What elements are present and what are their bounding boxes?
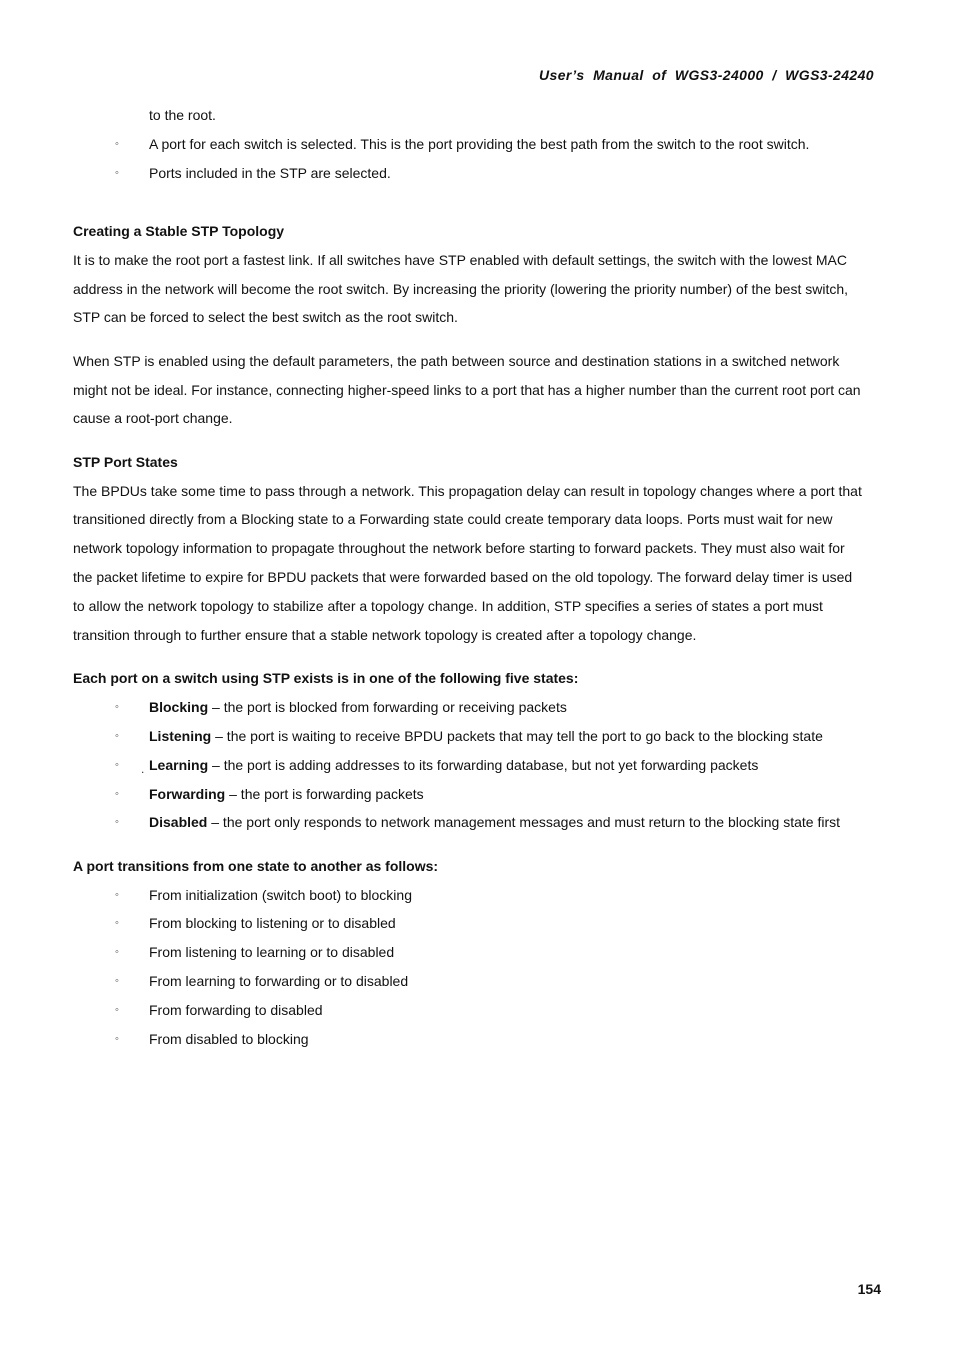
bullet-icon: ◦ — [115, 816, 119, 828]
state-item-learning — [115, 755, 895, 775]
paragraph-line: When STP is enabled using the default parameters, the path between source and destination stations in a switched network — [73, 353, 840, 369]
manual-header: User’s Manual of WGS3-24000 / WGS3-24240 — [539, 67, 874, 83]
paragraph-line: cause a root-port change. — [73, 410, 233, 426]
paragraph-line: The BPDUs take some time to pass through a network. This propagation delay can result in topology changes where a port that — [73, 483, 862, 499]
list-item: ◦ A port for each switch is selected. This is the port providing the best path from the switch to the root switch. — [115, 136, 810, 152]
paragraph-line: network topology information to propagate throughout the network before starting to forward packets. They must also wait for — [73, 540, 845, 556]
paragraph-line: to allow the network topology to stabilize after a topology change. In addition, STP specifies a series of states a port must — [73, 598, 823, 614]
state-desc: – the port is blocked from forwarding or receiving packets — [208, 699, 567, 715]
section-heading-stable-topology: Creating a Stable STP Topology — [73, 223, 285, 239]
bullet-icon: ◦ — [115, 889, 119, 901]
bullet-icon: ◦ — [115, 167, 119, 179]
bullet-icon: ◦ — [115, 1033, 119, 1045]
transition-item: ◦ From initialization (switch boot) to blocking — [115, 887, 412, 903]
bullet-icon: ◦ — [115, 1004, 119, 1016]
bullet-icon: ◦ — [115, 138, 119, 150]
list-item: ◦ Ports included in the STP are selected. — [115, 165, 391, 181]
state-term: Blocking — [149, 699, 209, 715]
bullet-icon: ◦ — [115, 975, 119, 987]
state-term: Disabled — [149, 814, 208, 830]
bullet-icon: ◦ — [115, 946, 119, 958]
stray-dot: . — [141, 762, 145, 776]
paragraph-line: STP can be forced to select the best switch as the root switch. — [73, 309, 458, 325]
bullet-icon: ◦ — [115, 917, 119, 929]
paragraph-line: transitioned directly from a Blocking state to a Forwarding state could create temporary data loops. Ports must wait for new — [73, 511, 833, 527]
bullet-icon: ◦ — [115, 730, 119, 742]
bullet-icon: ◦ — [115, 759, 119, 771]
bullet-icon: ◦ — [115, 788, 119, 800]
state-term: Forwarding — [149, 786, 226, 802]
transition-item: ◦ From forwarding to disabled — [115, 1002, 323, 1018]
state-item-blocking — [115, 697, 895, 717]
states-heading: Each port on a switch using STP exists is in one of the following five states: — [73, 670, 579, 686]
transition-item: ◦ From listening to learning or to disabled — [115, 944, 395, 960]
state-item-disabled — [115, 812, 895, 832]
paragraph-line: might not be ideal. For instance, connecting higher-speed links to a port that has a higher number than the current root port can — [73, 382, 861, 398]
transition-item: ◦ From learning to forwarding or to disabled — [115, 973, 409, 989]
state-desc: – the port is forwarding packets — [225, 786, 424, 802]
intro-continuation: to the root. — [149, 107, 216, 123]
state-item-forwarding — [115, 784, 895, 804]
transitions-heading: A port transitions from one state to another as follows: — [73, 858, 439, 874]
state-term: Listening — [149, 728, 212, 744]
state-desc: – the port is waiting to receive BPDU packets that may tell the port to go back to the blocking state — [211, 728, 823, 744]
page-number: 154 — [857, 1281, 881, 1297]
state-term: Learning — [149, 757, 209, 773]
paragraph-line: It is to make the root port a fastest link. If all switches have STP enabled with default settings, the switch with the lowest MAC — [73, 252, 847, 268]
section-heading-port-states: STP Port States — [73, 454, 178, 470]
transition-item: ◦ From disabled to blocking — [115, 1031, 309, 1047]
paragraph-line: transition through to further ensure that a stable network topology is created after a topology change. — [73, 627, 697, 643]
transition-item: ◦ From blocking to listening or to disabled — [115, 915, 396, 931]
state-desc: – the port is adding addresses to its forwarding database, but not yet forwarding packets — [208, 757, 759, 773]
paragraph-line: the packet lifetime to expire for BPDU packets that were forwarded based on the old topology. The forward delay timer is used — [73, 569, 853, 585]
bullet-icon: ◦ — [115, 701, 119, 713]
paragraph-line: address in the network will become the root switch. By increasing the priority (lowering the priority number) of the best switch, — [73, 281, 849, 297]
state-item-listening — [115, 726, 895, 746]
state-desc: – the port only responds to network management messages and must return to the blocking state first — [207, 814, 841, 830]
